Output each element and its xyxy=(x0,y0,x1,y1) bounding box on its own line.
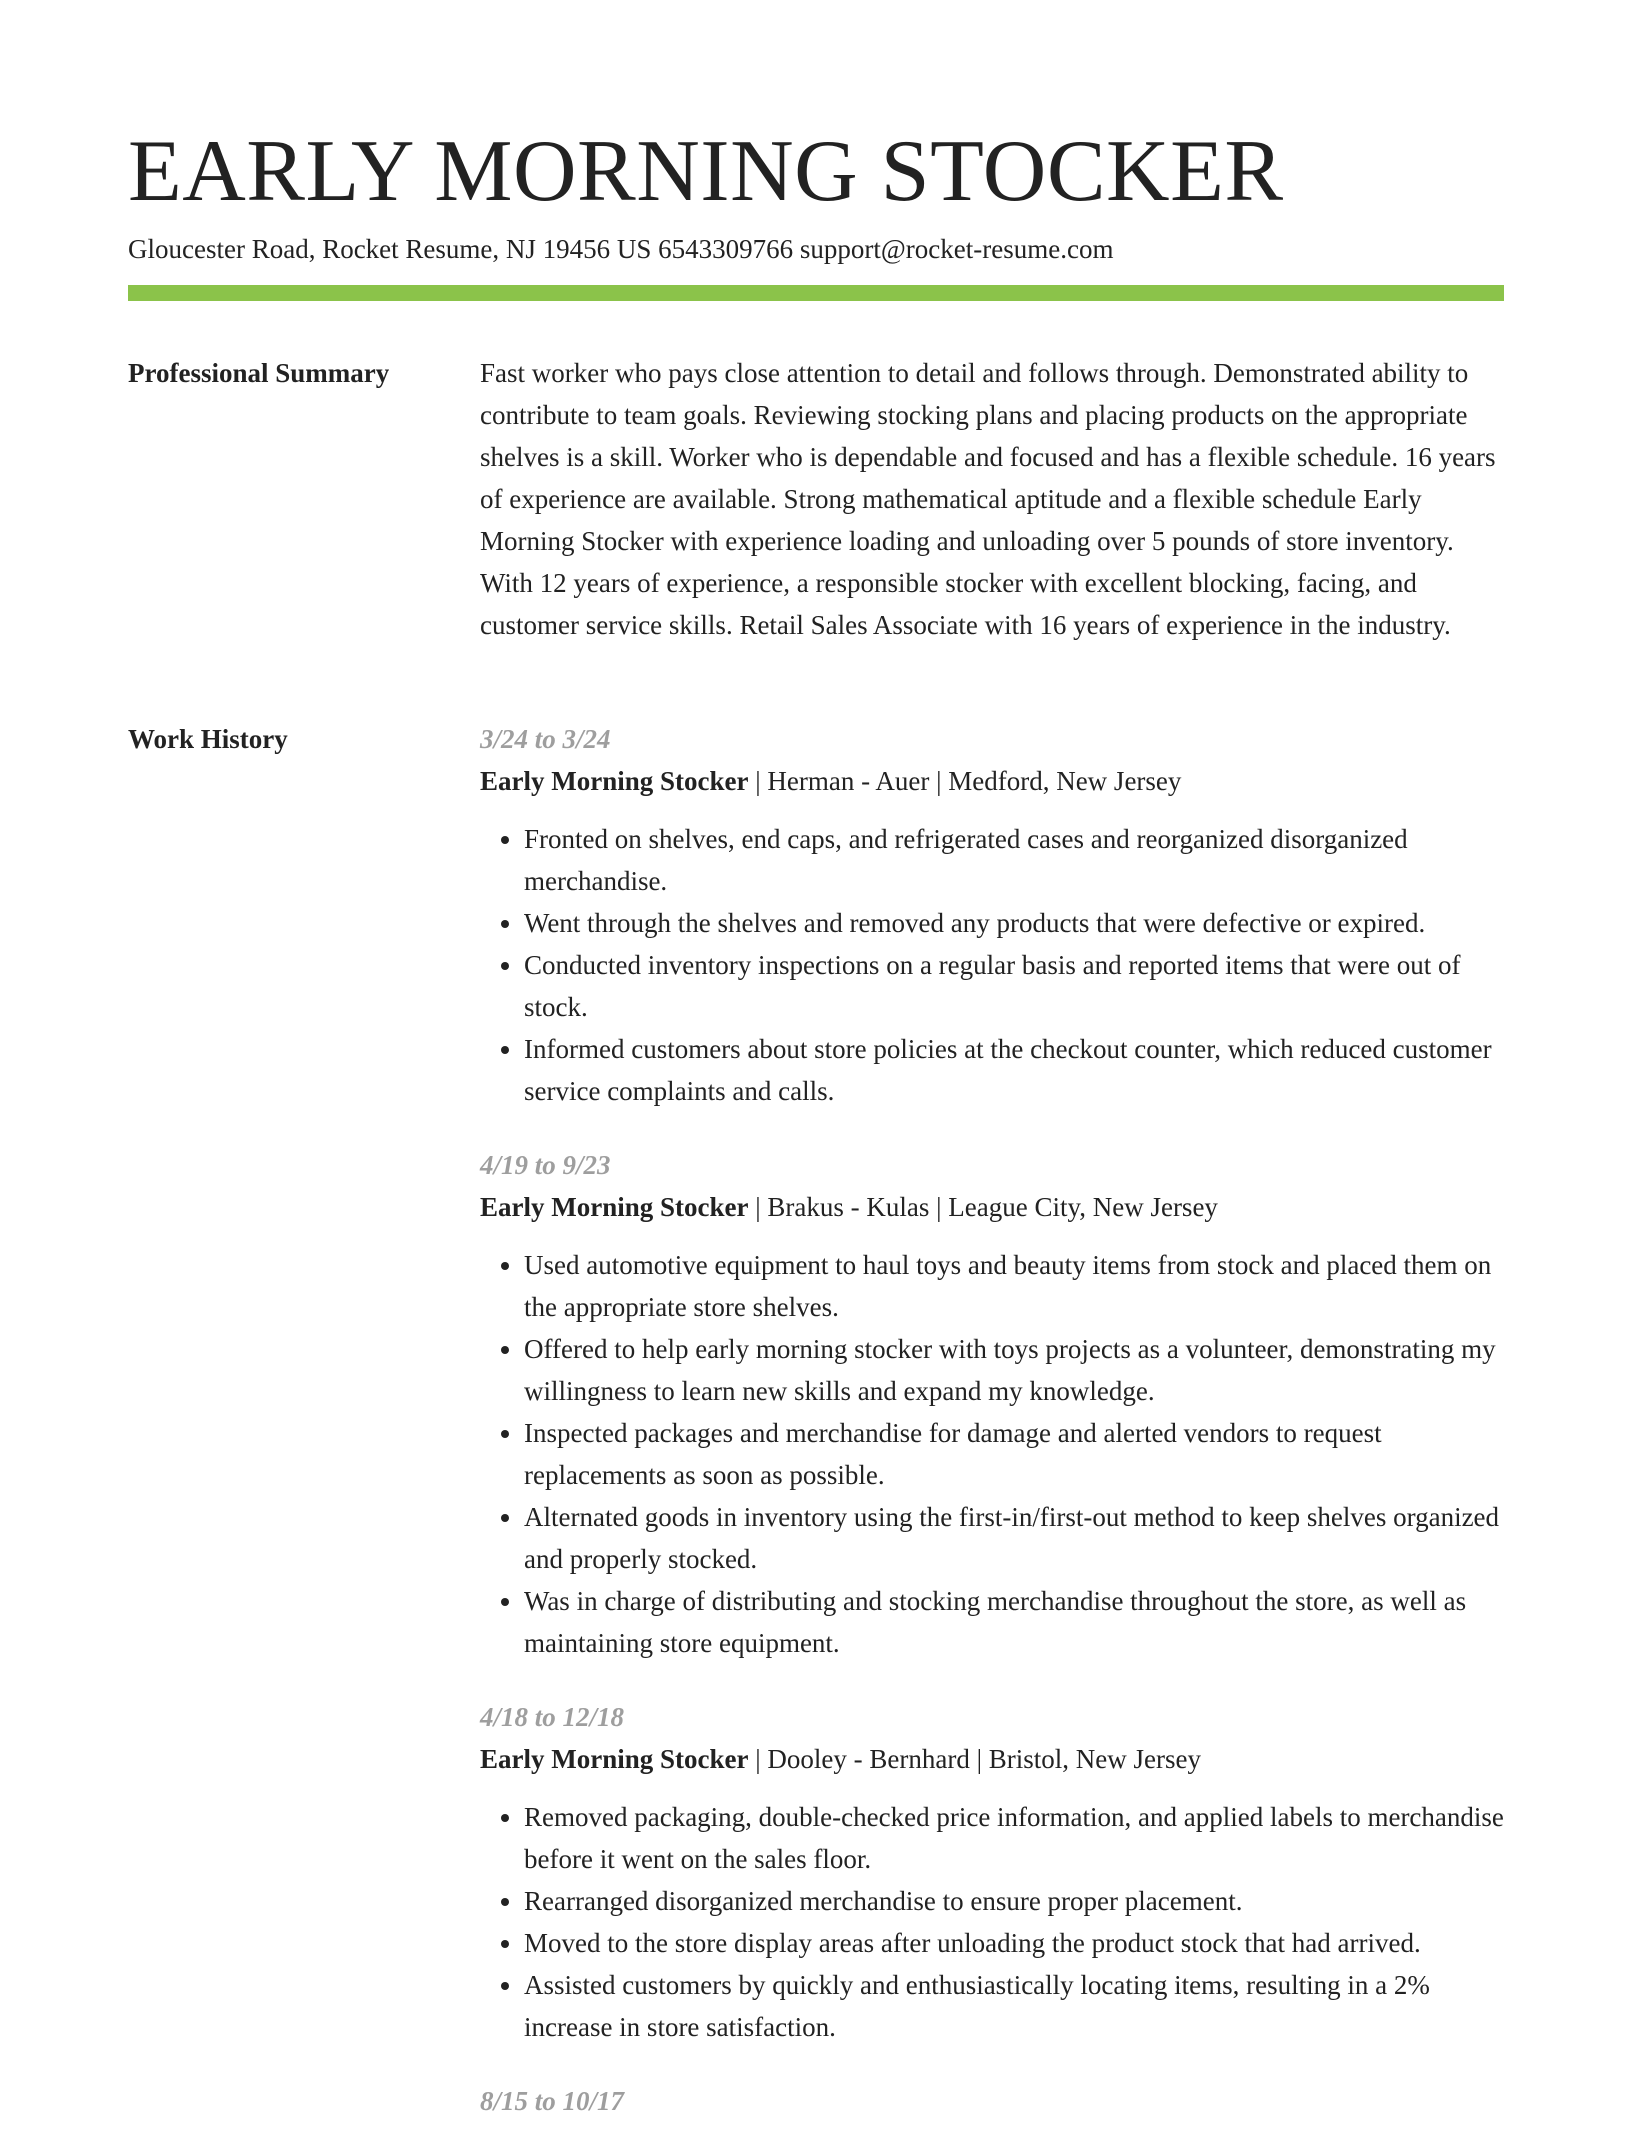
job-dates: 4/19 to 9/23 xyxy=(480,1150,611,1180)
job-title: Early Morning Stocker xyxy=(480,1744,749,1774)
job-title: Early Morning Stocker xyxy=(480,766,749,796)
work-history-label: Work History xyxy=(128,724,288,754)
job-bullet: • Informed customers about store policies at the checkout counter, which reduced customer service complaints and calls. xyxy=(524,1028,1504,1112)
job-heading xyxy=(480,1738,1504,1780)
resume-name: EARLY MORNING STOCKER xyxy=(128,123,1284,220)
job-bullet-list xyxy=(480,1244,1504,1664)
summary-body xyxy=(480,352,1504,646)
contact-line: Gloucester Road, Rocket Resume, NJ 19456 US 6543309766 support@rocket-resume.com xyxy=(128,234,1114,264)
job-bullet-list xyxy=(480,1796,1504,2048)
job-bullet: • Assisted customers by quickly and enthusiastically locating items, resulting in a 2% increase in store satisfaction. xyxy=(524,1964,1504,2048)
header-divider xyxy=(128,285,1504,301)
job-bullet: • Was in charge of distributing and stocking merchandise throughout the store, as well as maintaining store equipment. xyxy=(524,1580,1504,1664)
work-history-body xyxy=(480,718,1504,2154)
job-entry xyxy=(480,718,1504,1112)
job-bullet: • Conducted inventory inspections on a regular basis and reported items that were out of stock. xyxy=(524,944,1504,1028)
job-dates: 4/18 to 12/18 xyxy=(480,1702,625,1732)
job-bullet: • Alternated goods in inventory using the first-in/first-out method to keep shelves organized and properly stocked. xyxy=(524,1496,1504,1580)
job-bullet: • Inspected packages and merchandise for damage and alerted vendors to request replacements as soon as possible. xyxy=(524,1412,1504,1496)
job-company-location: | Dooley - Bernhard | Bristol, New Jersey xyxy=(748,1744,1201,1774)
job-entry xyxy=(480,2080,1504,2122)
job-entry xyxy=(480,1144,1504,1664)
job-bullet: • Removed packaging, double-checked price information, and applied labels to merchandise before it went on the sales floor. xyxy=(524,1796,1504,1880)
job-bullet: • Rearranged disorganized merchandise to ensure proper placement. xyxy=(524,1880,1504,1922)
summary-section xyxy=(128,352,1504,692)
job-title: Early Morning Stocker xyxy=(480,1192,749,1222)
job-heading xyxy=(480,1186,1504,1228)
job-dates: 8/15 to 10/17 xyxy=(480,2086,625,2116)
summary-text: Fast worker who pays close attention to detail and follows through. Demonstrated ability to contribute to team goals. Reviewing stocking plans and placing products on the appropriate shelves is a skill. Worker who is dependable and focused and has a flexible schedule. 16 years of experience are available. Strong mathematical aptitude and a flexible schedule Early Morning Stocker with experience loading and unloading over 5 pounds of store inventory. With 12 years of experience, a responsible stocker with excellent blocking, facing, and customer service skills. Retail Sales Associate with 16 years of experience in the industry. xyxy=(480,358,1496,640)
summary-label: Professional Summary xyxy=(128,358,390,388)
job-bullet: • Used automotive equipment to haul toys and beauty items from stock and placed them on the appropriate store shelves. xyxy=(524,1244,1504,1328)
job-bullet: • Fronted on shelves, end caps, and refrigerated cases and reorganized disorganized merchandise. xyxy=(524,818,1504,902)
job-company-location: | Brakus - Kulas | League City, New Jersey xyxy=(748,1192,1218,1222)
job-dates: 3/24 to 3/24 xyxy=(480,724,611,754)
job-heading xyxy=(480,760,1504,802)
job-bullet-list xyxy=(480,818,1504,1112)
job-company-location: | Herman - Auer | Medford, New Jersey xyxy=(748,766,1182,796)
job-bullet: • Went through the shelves and removed any products that were defective or expired. xyxy=(524,902,1504,944)
job-entry xyxy=(480,1696,1504,2048)
job-bullet: • Offered to help early morning stocker with toys projects as a volunteer, demonstrating my willingness to learn new skills and expand my knowledge. xyxy=(524,1328,1504,1412)
job-bullet: • Moved to the store display areas after unloading the product stock that had arrived. xyxy=(524,1922,1504,1964)
